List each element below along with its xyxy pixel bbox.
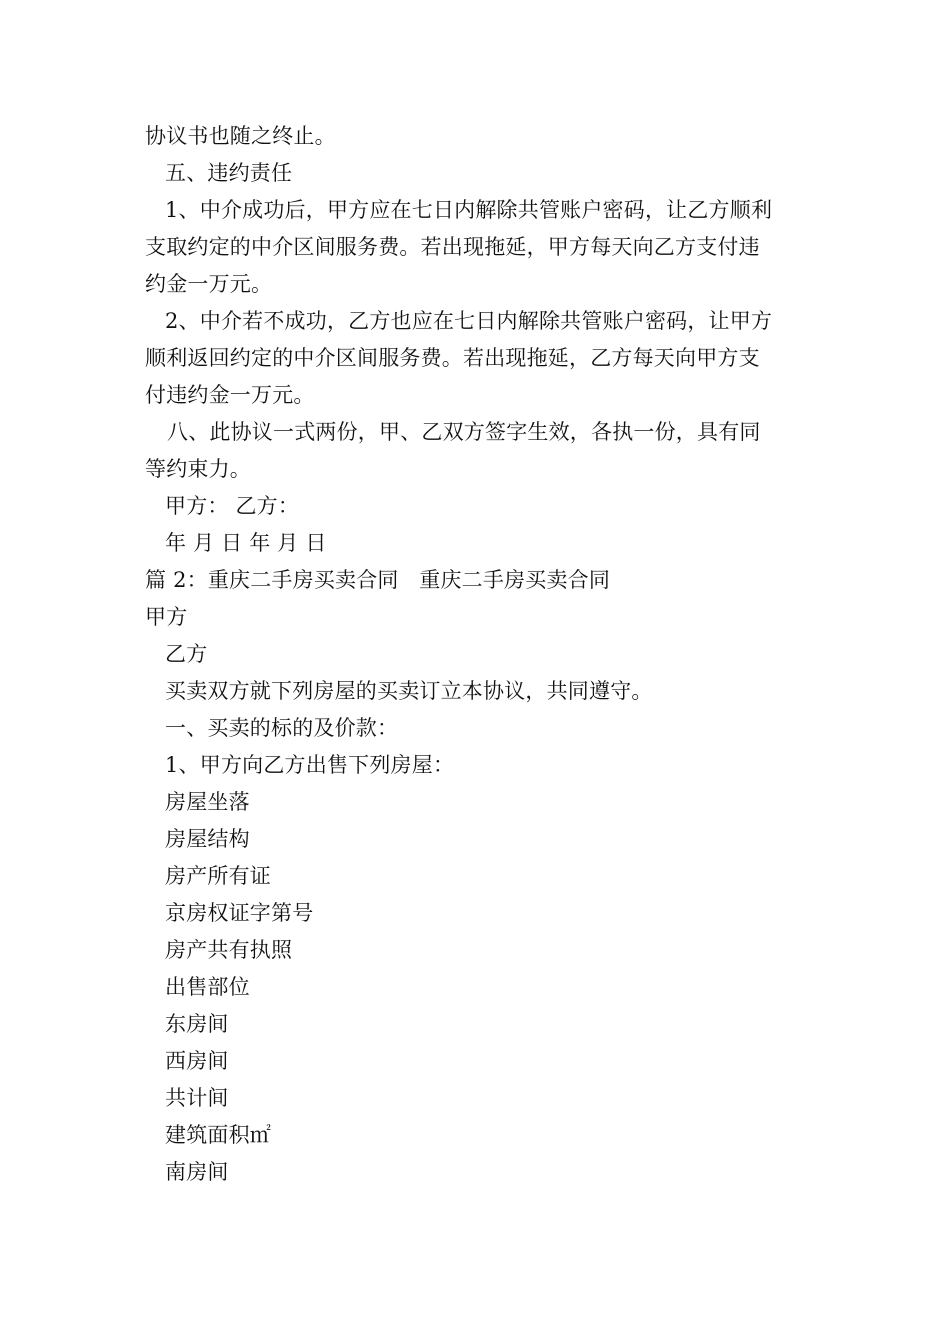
text-line: 顺利返回约定的中介区间服务费。若出现拖延，乙方每天向甲方支 <box>145 346 760 370</box>
text-line: 付违约金一万元。 <box>145 383 315 407</box>
text-line: 八、此协议一式两份，甲、乙双方签字生效，各执一份，具有同 <box>167 420 761 444</box>
section-heading: 五、违约责任 <box>165 161 293 185</box>
list-item: 南房间 <box>165 1160 229 1184</box>
list-item: 出售部位 <box>165 975 250 999</box>
text-line: 1、甲方向乙方出售下列房屋： <box>165 753 455 777</box>
text-line: 2、中介若不成功，乙方也应在七日内解除共管账户密码，让甲方 <box>165 309 773 333</box>
list-item: 京房权证字第号 <box>165 901 314 925</box>
text-line: 买卖双方就下列房屋的买卖订立本协议，共同遵守。 <box>165 679 653 703</box>
signature-line: 甲方： 乙方： <box>165 494 300 518</box>
text-line: 等约束力。 <box>145 457 251 481</box>
list-item: 建筑面积㎡ <box>165 1123 271 1147</box>
document-body <box>145 118 810 1191</box>
list-item: 西房间 <box>165 1049 229 1073</box>
list-item: 房屋结构 <box>165 827 250 851</box>
list-item: 共计间 <box>165 1086 229 1110</box>
list-item: 东房间 <box>165 1012 229 1036</box>
list-item: 房产所有证 <box>165 864 271 888</box>
text-line: 乙方 <box>165 642 208 666</box>
text-line: 协议书也随之终止。 <box>145 124 336 148</box>
text-line: 支取约定的中介区间服务费。若出现拖延，甲方每天向乙方支付违 <box>145 235 760 259</box>
section-heading: 一、买卖的标的及价款： <box>165 716 399 740</box>
list-item: 房屋坐落 <box>165 790 250 814</box>
chapter-title: 篇 2：重庆二手房买卖合同 重庆二手房买卖合同 <box>145 568 611 592</box>
date-line: 年 月 日 年 月 日 <box>165 531 327 555</box>
text-line: 约金一万元。 <box>145 272 273 296</box>
text-line: 甲方 <box>145 605 188 629</box>
text-line: 1、中介成功后，甲方应在七日内解除共管账户密码，让乙方顺利 <box>165 198 773 222</box>
list-item: 房产共有执照 <box>165 938 293 962</box>
